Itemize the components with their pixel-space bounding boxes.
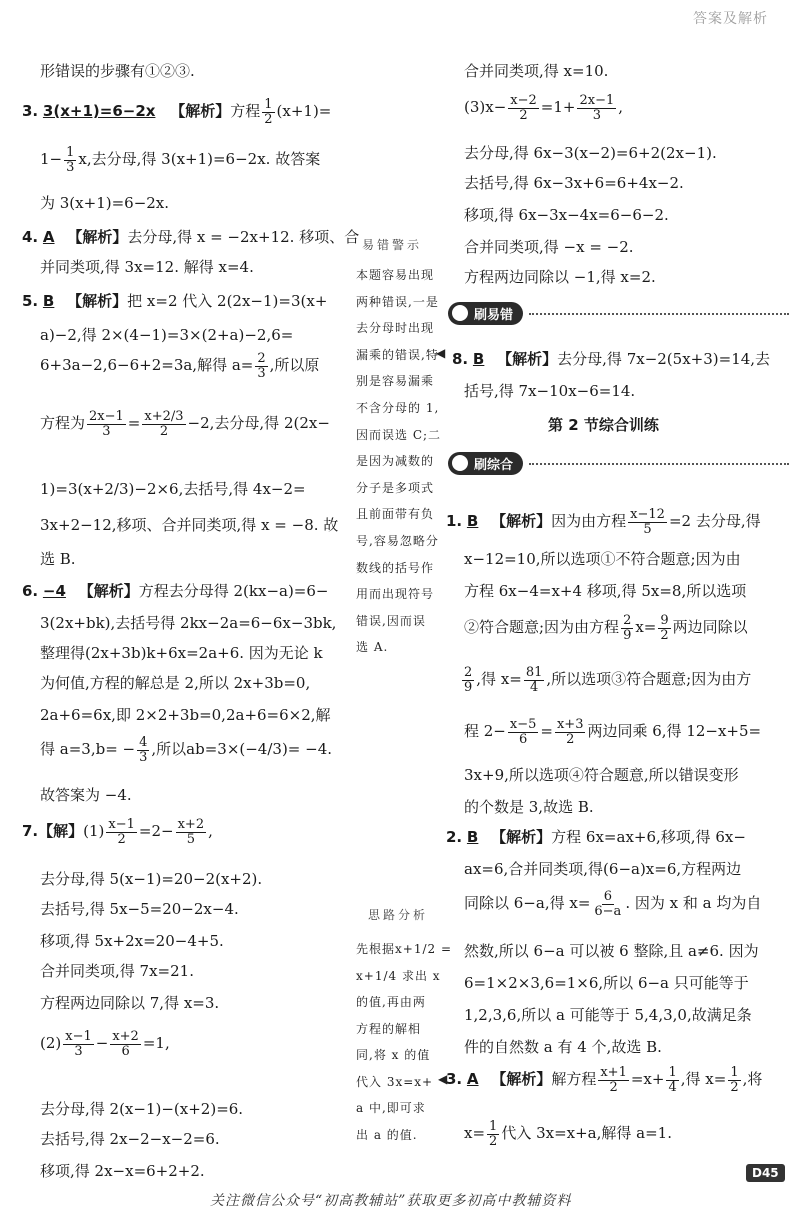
rq2-line-5: 6=1×2×3,6=1×6,所以 6−a 只可能等于 xyxy=(464,974,749,992)
right-line-3: 去分母,得 6x−3(x−2)=6+2(2x−1). xyxy=(464,144,717,162)
q7-number: 7. xyxy=(22,822,39,841)
q6-line-1: 6. −4 【解析】方程去分母得 2(kx−a)=6− xyxy=(22,582,329,600)
rq1-tag: 【解析】 xyxy=(491,512,552,531)
q8-answer: B xyxy=(472,350,485,368)
header-section-label: 答案及解析 xyxy=(693,11,768,27)
q6-number: 6. xyxy=(22,582,39,600)
arrow-pointer-icon: ◀ xyxy=(436,346,446,360)
rq2-tag: 【解析】 xyxy=(491,828,552,846)
q7-line-6: 方程两边同除以 7,得 x=3. xyxy=(40,994,220,1012)
rq1-line-2: x−12=10,所以选项①不符合题意;因为由 xyxy=(464,550,741,568)
badge-comprehensive-section xyxy=(448,452,789,475)
q3-line-1: 3. 3(x+1)=6−2x 【解析】方程 $\frac{1}{2}$ (x+1)= xyxy=(22,97,332,127)
fraction: $\frac{2}{9}$ xyxy=(464,665,473,695)
fraction: $\frac{1}{2}$ xyxy=(730,1065,739,1095)
q8-number: 8. xyxy=(452,350,469,368)
right-line-2: (3)x− $\frac{x-2}{2}$ =1+ $\frac{2x-1}{3}$ , xyxy=(464,93,624,123)
q6-line-4: 为何值,方程的解总是 2,所以 2x+3b=0, xyxy=(40,674,311,692)
note-error-body xyxy=(356,262,440,661)
rq2-line-2: ax=6,合并同类项,得(6−a)x=6,方程两边 xyxy=(464,860,742,878)
q5-tag: 【解析】 xyxy=(67,292,128,310)
q5-line-7: 选 B. xyxy=(40,550,76,568)
fraction: $\frac{x+3}{2}$ xyxy=(556,717,584,747)
fraction: $\frac{2x-1}{3}$ xyxy=(579,93,615,123)
rq3-answer: A xyxy=(466,1070,479,1089)
badge-error-label: 刷易错 xyxy=(448,302,523,325)
note-idea-title: 思路分析 xyxy=(368,908,429,922)
q6-line-6: 得 a=3,b= − $\frac{4}{3}$ ,所以ab=3×(−4/3)= −4. xyxy=(40,735,333,765)
fraction: $\frac{1}{4}$ xyxy=(668,1065,677,1095)
rq3-number: 3. xyxy=(446,1070,463,1089)
q7-line-2: 去分母,得 5(x−1)=20−2(x+2). xyxy=(40,870,263,888)
q6-answer: −4 xyxy=(42,582,66,600)
q8-tag: 【解析】 xyxy=(497,350,558,368)
q4-line-2: 并同类项,得 3x=12. 解得 x=4. xyxy=(40,258,254,276)
q7-tag: 【解】 xyxy=(38,822,84,841)
badge-comprehensive-label: 刷综合 xyxy=(448,452,523,475)
rq2-line-3: 同除以 6−a,得 x= $\frac{6}{6-a}$ . 因为 x 和 a 均为自 xyxy=(464,889,762,919)
right-line-1: 合并同类项,得 x=10. xyxy=(464,62,609,80)
fraction: $\frac{x-1}{2}$ xyxy=(108,817,135,847)
q6-line-5: 2a+6=6x,即 2×2+3b=0,2a+6=6×2,解 xyxy=(40,706,331,724)
fraction: $\frac{9}{2}$ xyxy=(660,613,669,643)
rq2-line-7: 件的自然数 a 有 4 个,故选 B. xyxy=(464,1038,662,1056)
right-line-5: 移项,得 6x−3x−4x=6−6−2. xyxy=(464,206,669,224)
q7-line-5: 合并同类项,得 7x=21. xyxy=(40,962,194,980)
q7-line-1: 7.【解】(1) $\frac{x-1}{2}$ =2− $\frac{x+2}{5}$ , xyxy=(22,817,213,847)
fraction: $\frac{x-1}{3}$ xyxy=(65,1029,92,1059)
q3-answer: 3(x+1)=6−2x xyxy=(42,102,156,121)
q3-line-3: 为 3(x+1)=6−2x. xyxy=(40,194,170,212)
q5-line-2: a)−2,得 2×(4−1)=3×(2+a)−2,6= xyxy=(40,326,294,344)
fraction: $\frac{x+1}{2}$ xyxy=(600,1065,627,1095)
rq1-line-6: 程 2− $\frac{x-5}{6}$ = $\frac{x+3}{2}$ 两边同乘 6,得 12−x+5= xyxy=(464,717,762,747)
section-title: 第 2 节综合训练 xyxy=(548,416,659,434)
rq2-line-6: 1,2,3,6,所以 a 可能等于 5,4,3,0,故满足条 xyxy=(464,1006,752,1024)
footer-note: 关注微信公众号“初高教辅站”获取更多初高中教辅资料 xyxy=(210,1193,572,1209)
q7-line-10: 移项,得 2x−x=6+2+2. xyxy=(40,1162,205,1180)
fraction: $\frac{1}{2}$ xyxy=(264,97,273,127)
rq2-line-1: 2. B 【解析】方程 6x=ax+6,移项,得 6x− xyxy=(446,828,746,846)
fraction: $\frac{2x-1}{3}$ xyxy=(89,409,124,439)
q6-line-7: 故答案为 −4. xyxy=(40,786,132,804)
q6-line-2: 3(2x+bk),去括号得 2kx−2a=6−6x−3bk, xyxy=(40,614,337,632)
q3-tag: 【解析】 xyxy=(170,102,231,121)
q3-line-2: 1− $\frac{1}{3}$ x,去分母,得 3(x+1)=6−2x. 故答案 xyxy=(40,145,321,175)
rq1-line-7: 3x+9,所以选项④符合题意,所以错误变形 xyxy=(464,766,739,784)
fraction: $\frac{x-2}{2}$ xyxy=(510,93,537,123)
q8-line-2: 括号,得 7x−10x−6=14. xyxy=(464,382,636,400)
page-number: D45 xyxy=(746,1164,785,1182)
rq1-line-5: $\frac{2}{9}$ ,得 x= $\frac{81}{4}$ ,所以选项③符合题意;因为由方 xyxy=(464,665,752,695)
rq3-tag: 【解析】 xyxy=(491,1070,552,1089)
fraction: $\frac{1}{2}$ xyxy=(489,1119,498,1149)
rq3-line-1: 3. A 【解析】解方程 $\frac{x+1}{2}$ =x+ $\frac{1}{4}$ ,得 x= $\frac{1}{2}$ ,将 xyxy=(446,1065,763,1095)
left-line-0: 形错误的步骤有①②③. xyxy=(40,62,195,80)
q5-line-1: 5. B 【解析】把 x=2 代入 2(2x−1)=3(x+ xyxy=(22,292,328,310)
q4-tag: 【解析】 xyxy=(67,228,128,246)
fraction: $\frac{1}{3}$ xyxy=(66,145,75,175)
q7-line-4: 移项,得 5x+2x=20−4+5. xyxy=(40,932,224,950)
q8-line-1: 8. B 【解析】去分母,得 7x−2(5x+3)=14,去 xyxy=(452,350,771,368)
fraction: $\frac{x+2}{5}$ xyxy=(177,817,205,847)
q6-line-3: 整理得(2x+3b)k+6x=2a+6. 因为无论 k xyxy=(40,644,323,662)
fraction: $\frac{x-12}{5}$ xyxy=(630,507,665,537)
q5-number: 5. xyxy=(22,292,39,310)
q5-line-5: 1)=3(x+2/3)−2×6,去括号,得 4x−2= xyxy=(40,480,306,498)
q5-line-6: 3x+2−12,移项、合并同类项,得 x = −8. 故 xyxy=(40,516,339,534)
fraction: $\frac{x+2/3}{2}$ xyxy=(144,409,184,439)
q7-line-3: 去括号,得 5x−5=20−2x−4. xyxy=(40,900,239,918)
rq1-answer: B xyxy=(466,512,479,531)
note-idea-lines: 先根据x+1/2 = x+1/4 求出 x 的值,再由两 方程的解相 同,将 x 的值 代入 3x=x+ a 中,即可求 出 a 的值. xyxy=(356,942,453,1142)
q4-number: 4. xyxy=(22,228,39,246)
q5-line-4: 方程为 $\frac{2x-1}{3}$ = $\frac{x+2/3}{2}$ −2,去分母,得 2(2x− xyxy=(40,409,330,439)
rq1-number: 1. xyxy=(446,512,463,531)
dotted-divider xyxy=(529,463,789,465)
q6-tag: 【解析】 xyxy=(78,582,139,600)
rq1-line-1: 1. B 【解析】因为由方程 $\frac{x-12}{5}$ =2 去分母,得 xyxy=(446,507,761,537)
right-line-7: 方程两边同除以 −1,得 x=2. xyxy=(464,268,656,286)
q7-line-7: (2) $\frac{x-1}{3}$ − $\frac{x+2}{6}$ =1, xyxy=(40,1029,170,1059)
arrow-pointer-icon: ◀ xyxy=(438,1072,448,1086)
q5-answer: B xyxy=(42,292,55,310)
rq2-number: 2. xyxy=(446,828,463,846)
q7-line-8: 去分母,得 2(x−1)−(x+2)=6. xyxy=(40,1100,244,1118)
rq2-line-4: 然数,所以 6−a 可以被 6 整除,且 a≠6. 因为 xyxy=(464,942,759,960)
right-line-6: 合并同类项,得 −x = −2. xyxy=(464,238,634,256)
rq3-line-2: x= $\frac{1}{2}$ 代入 3x=x+a,解得 a=1. xyxy=(464,1119,672,1149)
q5-line-3: 6+3a−2,6−6+2=3a,解得 a= $\frac{2}{3}$ ,所以原 xyxy=(40,351,320,381)
rq1-line-8: 的个数是 3,故选 B. xyxy=(464,798,594,816)
fraction: $\frac{4}{3}$ xyxy=(139,735,148,765)
q7-line-9: 去括号,得 2x−2−x−2=6. xyxy=(40,1130,220,1148)
right-line-4: 去括号,得 6x−3x+6=6+4x−2. xyxy=(464,174,684,192)
rq1-line-4: ②符合题意;因为由方程 $\frac{2}{9}$ x= $\frac{9}{2}$ 两边同除以 xyxy=(464,613,748,643)
fraction: $\frac{2}{9}$ xyxy=(623,613,632,643)
fraction: $\frac{81}{4}$ xyxy=(525,665,543,695)
note-error-lines: 本题容易出现 两种错误,一是 去分母时出现 漏乘的错误,特 别是容易漏乘 不含分母的 1, 因而误选 C;二 是因为减数的 分子是多项式 且前面带有负 号,容易忽略分 数线的括号作 用而出现符号 错误,因而误 选 A. xyxy=(356,268,442,655)
fraction: $\frac{x+2}{6}$ xyxy=(112,1029,139,1059)
rq2-answer: B xyxy=(466,828,479,846)
fraction: $\frac{6}{6-a}$ xyxy=(594,889,622,919)
dotted-divider xyxy=(529,313,789,315)
fraction: $\frac{x-5}{6}$ xyxy=(509,717,537,747)
note-idea-body xyxy=(356,936,453,1148)
note-error-title: 易错警示 xyxy=(362,238,423,252)
q4-answer: A xyxy=(42,228,55,246)
rq1-line-3: 方程 6x−4=x+4 移项,得 5x=8,所以选项 xyxy=(464,582,747,600)
q3-number: 3. xyxy=(22,102,39,121)
badge-error-section xyxy=(448,302,789,325)
fraction: $\frac{2}{3}$ xyxy=(257,351,266,381)
q4-line-1: 4. A 【解析】去分母,得 x = −2x+12. 移项、合 xyxy=(22,228,360,246)
